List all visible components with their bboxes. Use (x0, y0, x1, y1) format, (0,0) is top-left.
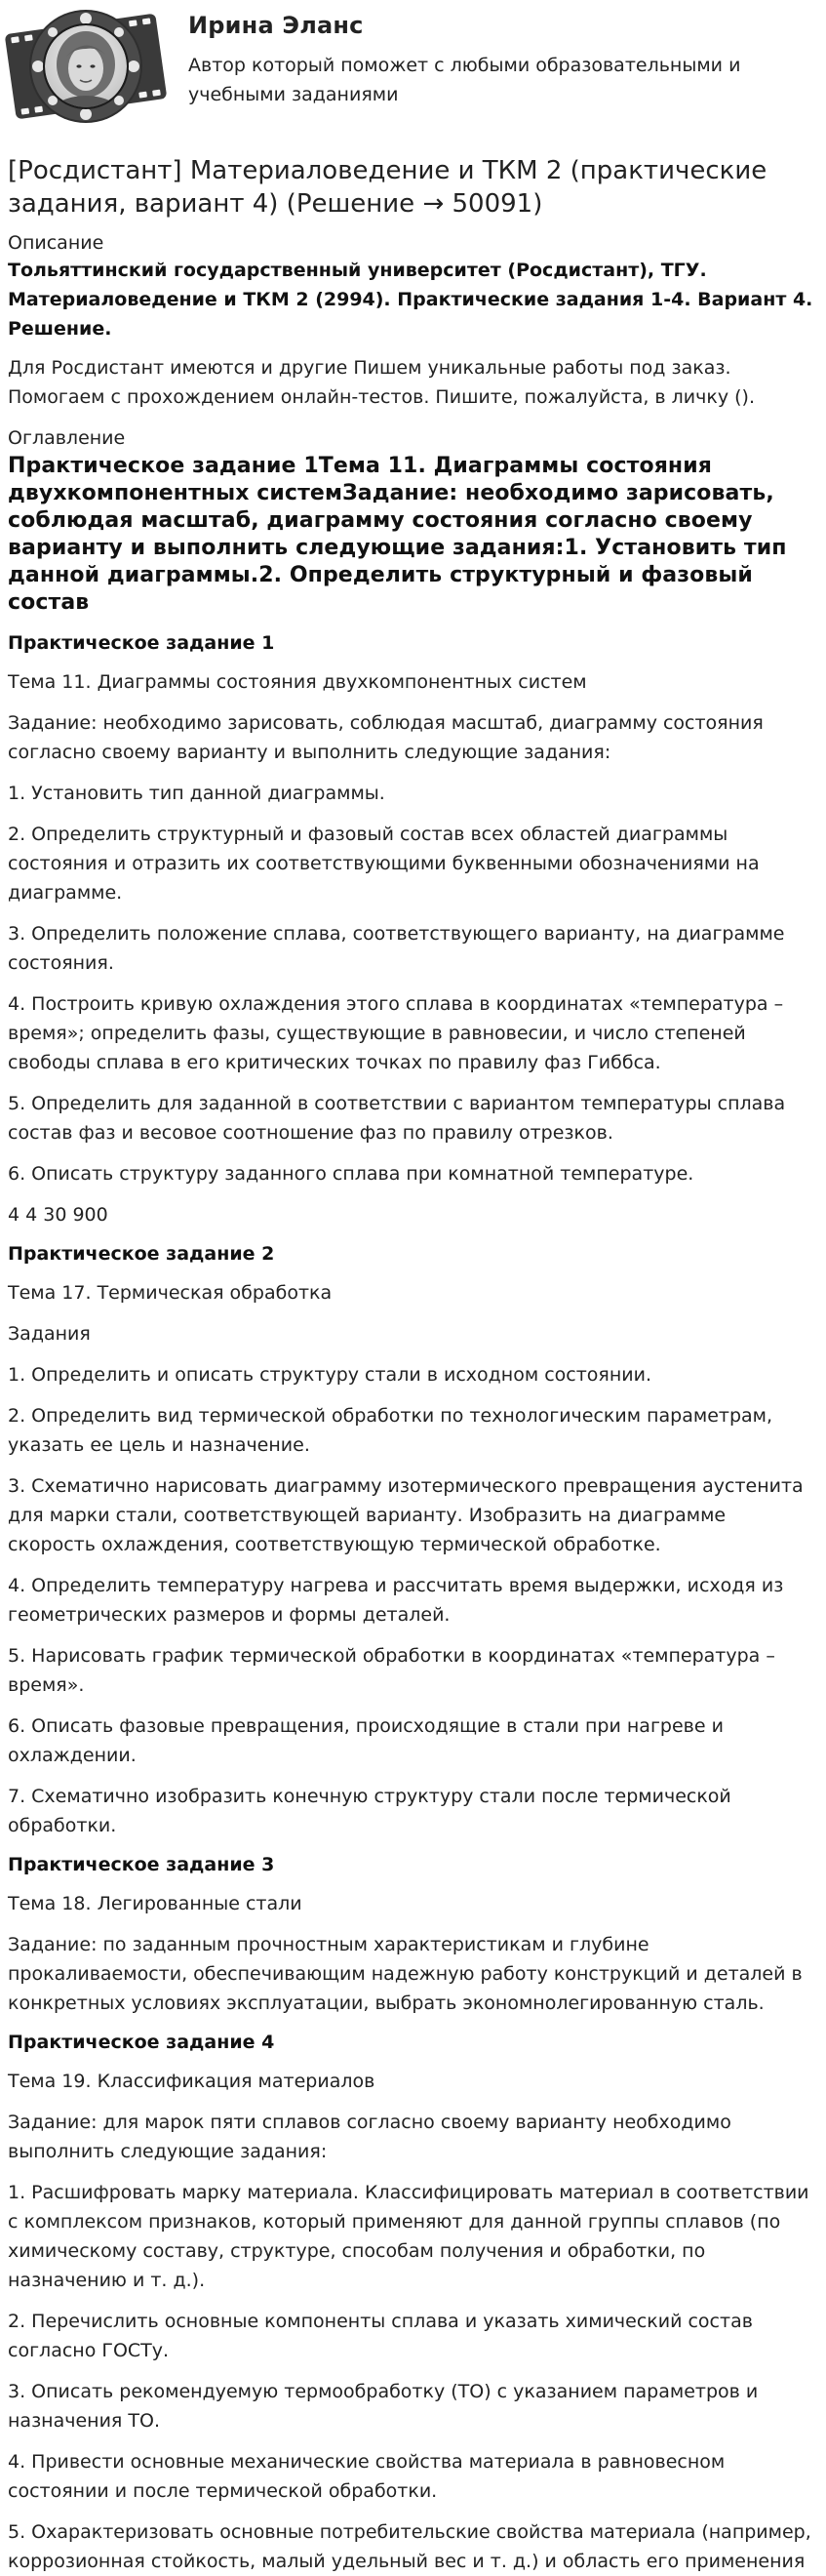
toc-heading: Практическое задание 1Тема 11. Диаграммы состояния двухкомпонентных системЗадание: необходимо зарисовать, соблюдая масштаб, диаграмму состояния согласно своему варианту и выполнить следующие задания:1. Установить тип данной диаграммы.2. Определить структурный и фазовый состав (8, 454, 787, 615)
author-card[interactable] (8, 0, 818, 133)
paragraph: 5. Нарисовать график термической обработки в координатах «температура – время». (8, 1645, 775, 1696)
description-text: Для Росдистант имеются и другие Пишем уникальные работы под заказ. Помогаем с прохождением онлайн-тестов. Пишите, пожалуйста, в личку (). (8, 357, 755, 408)
paragraph: 5. Определить для заданной в соответствии с вариантом температуры сплава состав фаз и весовое соотношение фаз по правилу отрезков. (8, 1093, 786, 1144)
task-heading: Практическое задание 1 (8, 632, 275, 654)
paragraph: Тема 17. Термическая обработка (8, 1282, 333, 1304)
paragraph: Задание: необходимо зарисовать, соблюдая масштаб, диаграмму состояния согласно своему варианту и выполнить следующие задания: (8, 712, 764, 763)
paragraph: 6. Описать структуру заданного сплава при комнатной температуре. (8, 1163, 694, 1185)
task-4 (8, 2030, 818, 2576)
paragraph: 3. Описать рекомендуемую термообработку (ТО) с указанием параметров и назначения ТО. (8, 2381, 759, 2432)
paragraph: 1. Определить и описать структуру стали в исходном состоянии. (8, 1364, 651, 1386)
author-info (164, 6, 773, 109)
paragraph: Задания (8, 1323, 91, 1345)
author-description: Автор который поможет с любыми образовательными и учебными заданиями (188, 55, 741, 105)
avatar[interactable] (8, 6, 164, 127)
paragraph: 3. Определить положение сплава, соответствующего варианту, на диаграмме состояния. (8, 923, 785, 974)
description-label: Описание (8, 232, 104, 254)
paragraph: 2. Определить структурный и фазовый состав всех областей диаграммы состояния и отразить их соответствующими буквенными обозначениями на диаграмме. (8, 824, 760, 904)
task-2 (8, 1241, 818, 1840)
paragraph: 3. Схематично нарисовать диаграмму изотермического превращения аустенита для марки стали, соответствующей варианту. Изобразить на диаграмме скорость охлаждения, соответствующую термической обработке. (8, 1475, 804, 1555)
task-heading: Практическое задание 3 (8, 1854, 275, 1875)
paragraph: 4. Привести основные механические свойства материала в равновесном состоянии и после термической обработки. (8, 2451, 726, 2502)
paragraph: 2. Перечислить основные компоненты сплава и указать химический состав согласно ГОСТу. (8, 2311, 753, 2361)
paragraph: 4. Построить кривую охлаждения этого сплава в координатах «температура – время»; определить фазы, существующие в равновесии, и число степеней свободы сплава в его критических точках по правилу фаз Гиббса. (8, 993, 784, 1073)
paragraph: Задание: по заданным прочностным характеристикам и глубине прокаливаемости, обеспечивающим надежную работу конструкций и деталей в конкретных условиях эксплуатации, выбрать экономнолегированную сталь. (8, 1934, 803, 2014)
description-bold-text: Тольяттинский государственный университет (Росдистант), ТГУ. Материаловедение и ТКМ 2 (2994). Практические задания 1-4. Вариант 4. Решение. (8, 260, 813, 340)
task-3 (8, 1852, 818, 2018)
paragraph: 2. Определить вид термической обработки по технологическим параметрам, указать ее цель и назначение. (8, 1405, 773, 1456)
paragraph: Тема 19. Классификация материалов (8, 2071, 375, 2092)
paragraph: 1. Установить тип данной диаграммы. (8, 783, 385, 804)
paragraph: 4 4 30 900 (8, 1204, 108, 1226)
paragraph: Задание: для марок пяти сплавов согласно своему варианту необходимо выполнить следующие задания: (8, 2112, 731, 2162)
paragraph: 6. Описать фазовые превращения, происходящие в стали при нагреве и охлаждении. (8, 1715, 724, 1766)
task-1 (8, 630, 818, 1229)
paragraph: 1. Расшифровать марку материала. Классифицировать материал в соответствии с комплексом признаков, который применяют для данной группы сплавов (по химическому составу, структуре, способам получения и обработки, по назначению и т. д.). (8, 2182, 809, 2291)
paragraph: Тема 11. Диаграммы состояния двухкомпонентных систем (8, 671, 587, 693)
paragraph: Тема 18. Легированные стали (8, 1893, 302, 1914)
task-heading: Практическое задание 4 (8, 2032, 275, 2053)
paragraph: 4. Определить температуру нагрева и рассчитать время выдержки, исходя из геометрических размеров и формы деталей. (8, 1575, 784, 1626)
author-name[interactable]: Ирина Эланс (188, 12, 364, 39)
paragraph: 5. Охарактеризовать основные потребительские свойства материала (например, коррозионная стойкость, малый удельный вес и т. д.) и область его применения (8, 2521, 811, 2572)
task-heading: Практическое задание 2 (8, 1243, 275, 1265)
page-title: [Росдистант] Материаловедение и ТКМ 2 (практические задания, вариант 4) (Решение → 50091) (8, 156, 767, 219)
film-reel-avatar-icon (8, 6, 164, 127)
toc-label: Оглавление (8, 427, 126, 449)
paragraph: 7. Схематично изобразить конечную структуру стали после термической обработки. (8, 1786, 731, 1836)
